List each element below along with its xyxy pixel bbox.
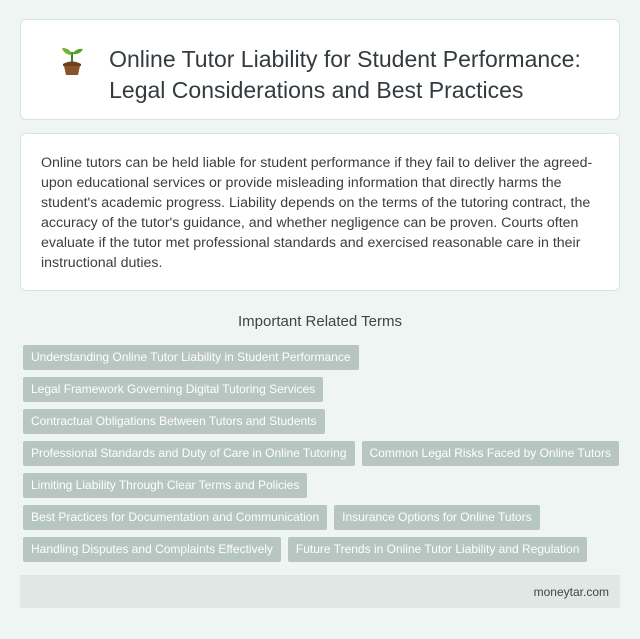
related-term-tag[interactable]: Professional Standards and Duty of Care in Online Tutoring <box>23 441 355 466</box>
related-terms-list <box>23 345 623 569</box>
related-term-tag[interactable]: Limiting Liability Through Clear Terms and Policies <box>23 473 307 498</box>
footer <box>20 575 620 608</box>
related-term-tag[interactable]: Insurance Options for Online Tutors <box>334 505 539 530</box>
related-term-tag[interactable]: Handling Disputes and Complaints Effectively <box>23 537 281 562</box>
related-term-tag[interactable]: Legal Framework Governing Digital Tutoring Services <box>23 377 323 402</box>
title-line-2: Legal Considerations and Best Practices <box>109 77 524 103</box>
related-term-tag[interactable]: Best Practices for Documentation and Communication <box>23 505 327 530</box>
title-card <box>20 19 620 120</box>
tag-row <box>23 377 623 402</box>
summary-card <box>20 133 620 291</box>
title-line-1: Online Tutor Liability for Student Performance: <box>109 46 581 72</box>
summary-paragraph: Online tutors can be held liable for student performance if they fail to deliver the agreed-upon educational services or provide misleading information that directly harms the student's academic progress. Liability depends on the terms of the tutoring contract, the accuracy of the tutor's guidance, and whether negligence can be proven. Courts often evaluate if the tutor met professional standards and exercised reasonable care in their instructional duties. <box>41 155 593 271</box>
sprout-icon <box>59 46 85 76</box>
related-term-tag[interactable]: Contractual Obligations Between Tutors and Students <box>23 409 325 434</box>
tag-row <box>23 505 623 530</box>
footer-site-link[interactable]: moneytar.com <box>533 585 609 599</box>
tag-row <box>23 441 623 466</box>
tag-row <box>23 409 623 434</box>
tag-row <box>23 537 623 562</box>
related-term-tag[interactable]: Future Trends in Online Tutor Liability and Regulation <box>288 537 588 562</box>
related-term-tag[interactable]: Common Legal Risks Faced by Online Tutors <box>362 441 619 466</box>
related-terms-heading: Important Related Terms <box>238 313 402 330</box>
tag-row <box>23 473 623 498</box>
related-term-tag[interactable]: Understanding Online Tutor Liability in Student Performance <box>23 345 359 370</box>
tag-row <box>23 345 623 370</box>
title-row <box>21 44 619 106</box>
page-title <box>109 44 581 106</box>
